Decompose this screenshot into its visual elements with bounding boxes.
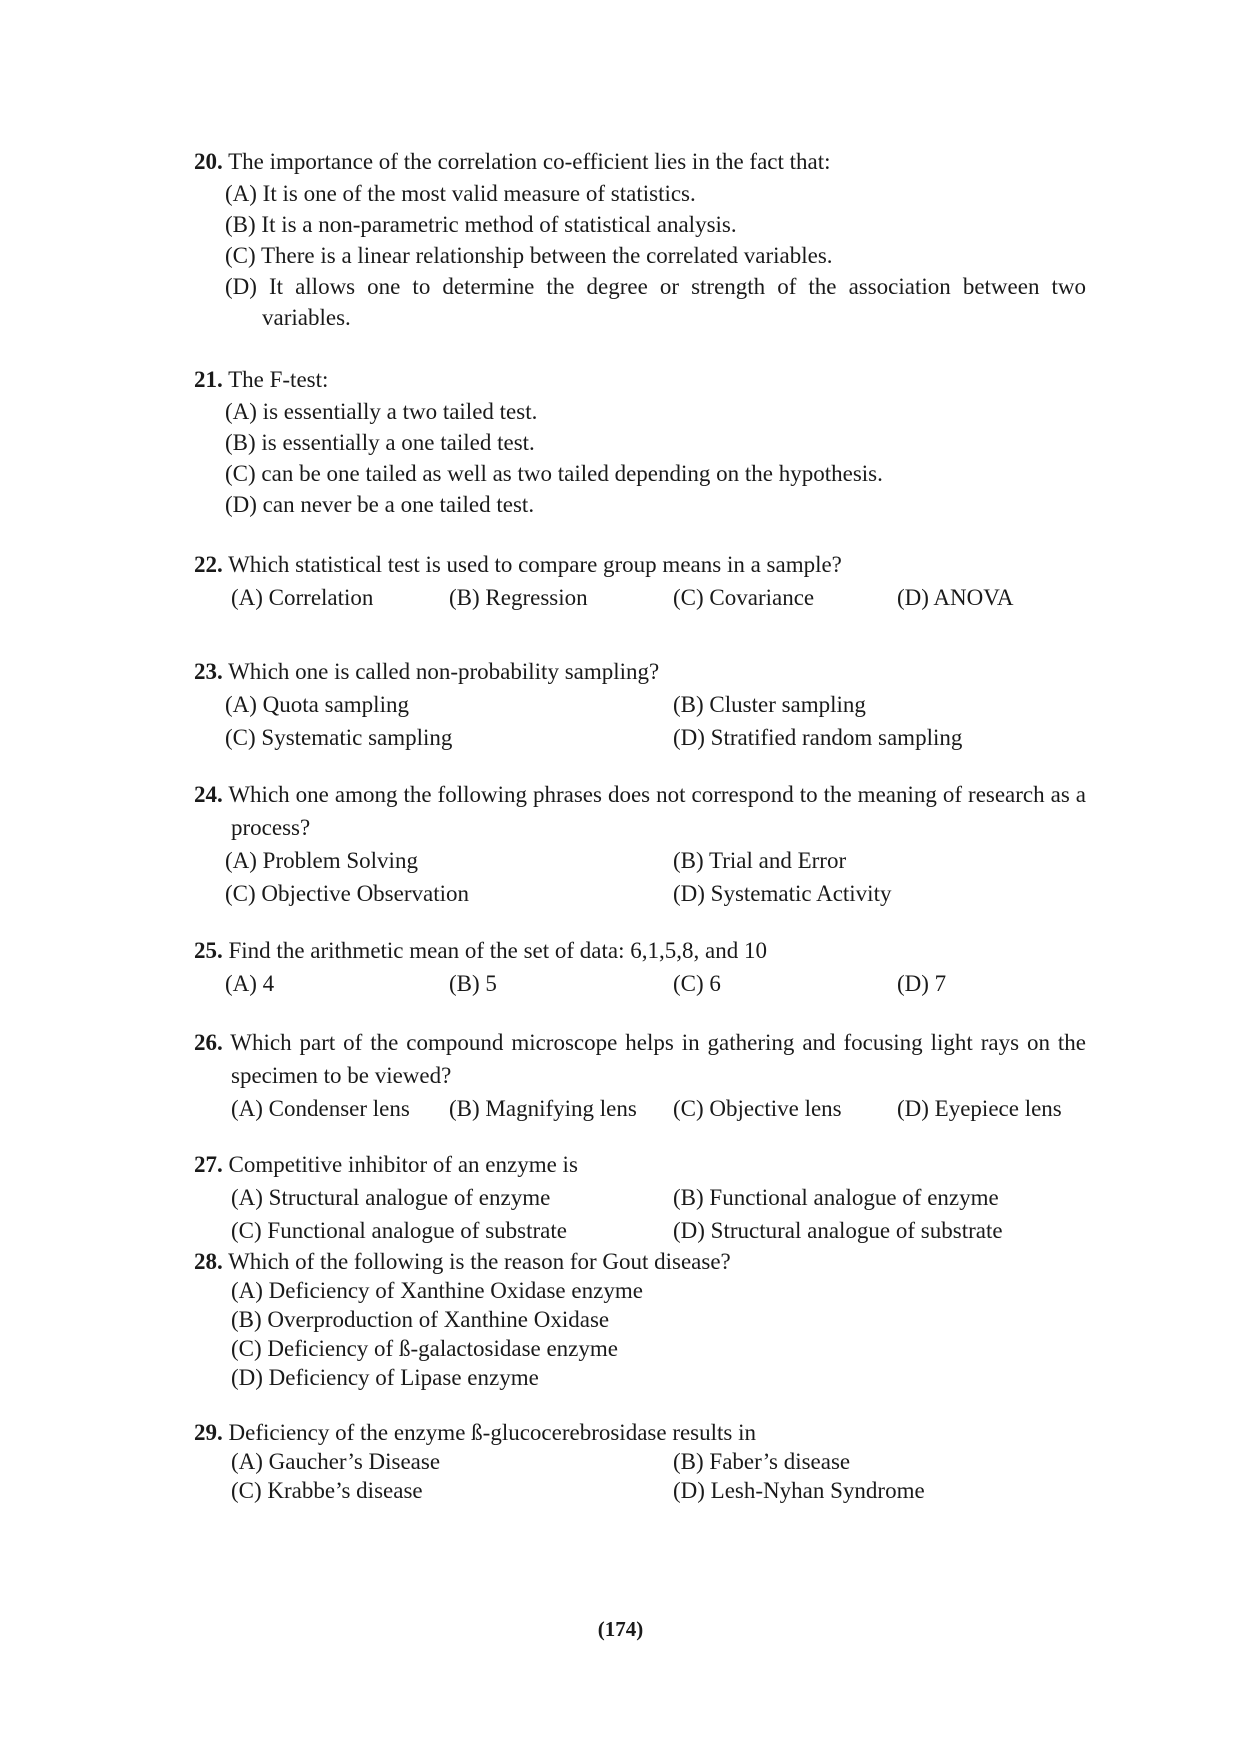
option-b: (B) Regression [449, 585, 588, 610]
option-b: (B) Functional analogue of enzyme [673, 1185, 999, 1210]
option-a: (A) 4 [225, 971, 275, 996]
question-text: Which one among the following phrases does not correspond to the meaning of research as a process? [228, 782, 1086, 840]
option-d: (D) can never be a one tailed test. [225, 492, 535, 517]
option-b: (B) It is a non-parametric method of statistical analysis. [225, 212, 737, 237]
option-d: (D) It allows one to determine the degree or strength of the association between two variables. [225, 274, 1086, 330]
question-24 [194, 778, 1086, 910]
question-26 [194, 1026, 1086, 1125]
question-28 [194, 1247, 1086, 1392]
option-b: (B) Cluster sampling [673, 692, 866, 717]
question-text: The importance of the correlation co-efficient lies in the fact that: [228, 149, 831, 174]
question-number: 29. [194, 1420, 223, 1445]
option-d: (D) Deficiency of Lipase enzyme [231, 1365, 539, 1390]
option-c: (C) Deficiency of ß-galactosidase enzyme [231, 1336, 618, 1361]
option-a: (A) Quota sampling [225, 692, 409, 717]
question-29 [194, 1418, 1086, 1505]
option-a: (A) It is one of the most valid measure of statistics. [225, 181, 696, 206]
option-b: (B) Overproduction of Xanthine Oxidase [231, 1307, 610, 1332]
question-number: 25. [194, 938, 223, 963]
option-a: (A) Correlation [231, 585, 374, 610]
option-b: (B) Trial and Error [673, 848, 847, 873]
question-20 [194, 145, 1086, 333]
option-c: (C) can be one tailed as well as two tailed depending on the hypothesis. [225, 461, 883, 486]
option-b: (B) is essentially a one tailed test. [225, 430, 535, 455]
question-number: 27. [194, 1152, 223, 1177]
option-d: (D) Structural analogue of substrate [673, 1218, 1003, 1243]
option-a: (A) Structural analogue of enzyme [231, 1185, 551, 1210]
option-a: (A) is essentially a two tailed test. [225, 399, 538, 424]
option-a: (A) Gaucher’s Disease [231, 1449, 441, 1474]
question-text: Which part of the compound microscope helps in gathering and focusing light rays on the specimen to be viewed? [230, 1030, 1086, 1088]
option-b: (B) 5 [449, 971, 497, 996]
option-a: (A) Problem Solving [225, 848, 418, 873]
option-c: (C) Functional analogue of substrate [231, 1218, 567, 1243]
option-d: (D) Systematic Activity [673, 881, 892, 906]
question-text: Which statistical test is used to compare group means in a sample? [228, 552, 842, 577]
option-b: (B) Faber’s disease [673, 1449, 851, 1474]
option-a: (A) Condenser lens [231, 1096, 410, 1121]
question-number: 20. [194, 149, 223, 174]
option-a: (A) Deficiency of Xanthine Oxidase enzyme [231, 1278, 643, 1303]
option-c: (C) There is a linear relationship between the correlated variables. [225, 243, 833, 268]
question-number: 22. [194, 552, 223, 577]
question-number: 23. [194, 659, 223, 684]
option-d: (D) Eyepiece lens [897, 1096, 1062, 1121]
question-number: 21. [194, 367, 223, 392]
question-number: 24. [194, 782, 223, 807]
option-b: (B) Magnifying lens [449, 1096, 637, 1121]
question-27 [194, 1148, 1086, 1247]
option-c: (C) Objective Observation [225, 881, 469, 906]
question-number: 26. [194, 1030, 223, 1055]
question-22 [194, 548, 1086, 614]
option-d: (D) Stratified random sampling [673, 725, 963, 750]
option-c: (C) Covariance [673, 585, 815, 610]
option-c: (C) Krabbe’s disease [231, 1478, 423, 1503]
page-number: (174) [597, 1617, 644, 1641]
question-text: Deficiency of the enzyme ß-glucocerebrosidase results in [228, 1420, 757, 1445]
option-d: (D) 7 [897, 971, 947, 996]
question-21 [194, 363, 1086, 520]
question-text: The F-test: [228, 367, 329, 392]
option-c: (C) Objective lens [673, 1096, 842, 1121]
option-c: (C) 6 [673, 971, 721, 996]
question-25 [194, 934, 1086, 1000]
question-text: Find the arithmetic mean of the set of data: 6,1,5,8, and 10 [228, 938, 767, 963]
option-c: (C) Systematic sampling [225, 725, 453, 750]
question-text: Competitive inhibitor of an enzyme is [228, 1152, 578, 1177]
question-23 [194, 655, 1086, 754]
option-d: (D) Lesh-Nyhan Syndrome [673, 1478, 925, 1503]
question-text: Which of the following is the reason for Gout disease? [228, 1249, 731, 1274]
question-text: Which one is called non-probability sampling? [228, 659, 660, 684]
question-number: 28. [194, 1249, 223, 1274]
option-d: (D) ANOVA [897, 585, 1014, 610]
